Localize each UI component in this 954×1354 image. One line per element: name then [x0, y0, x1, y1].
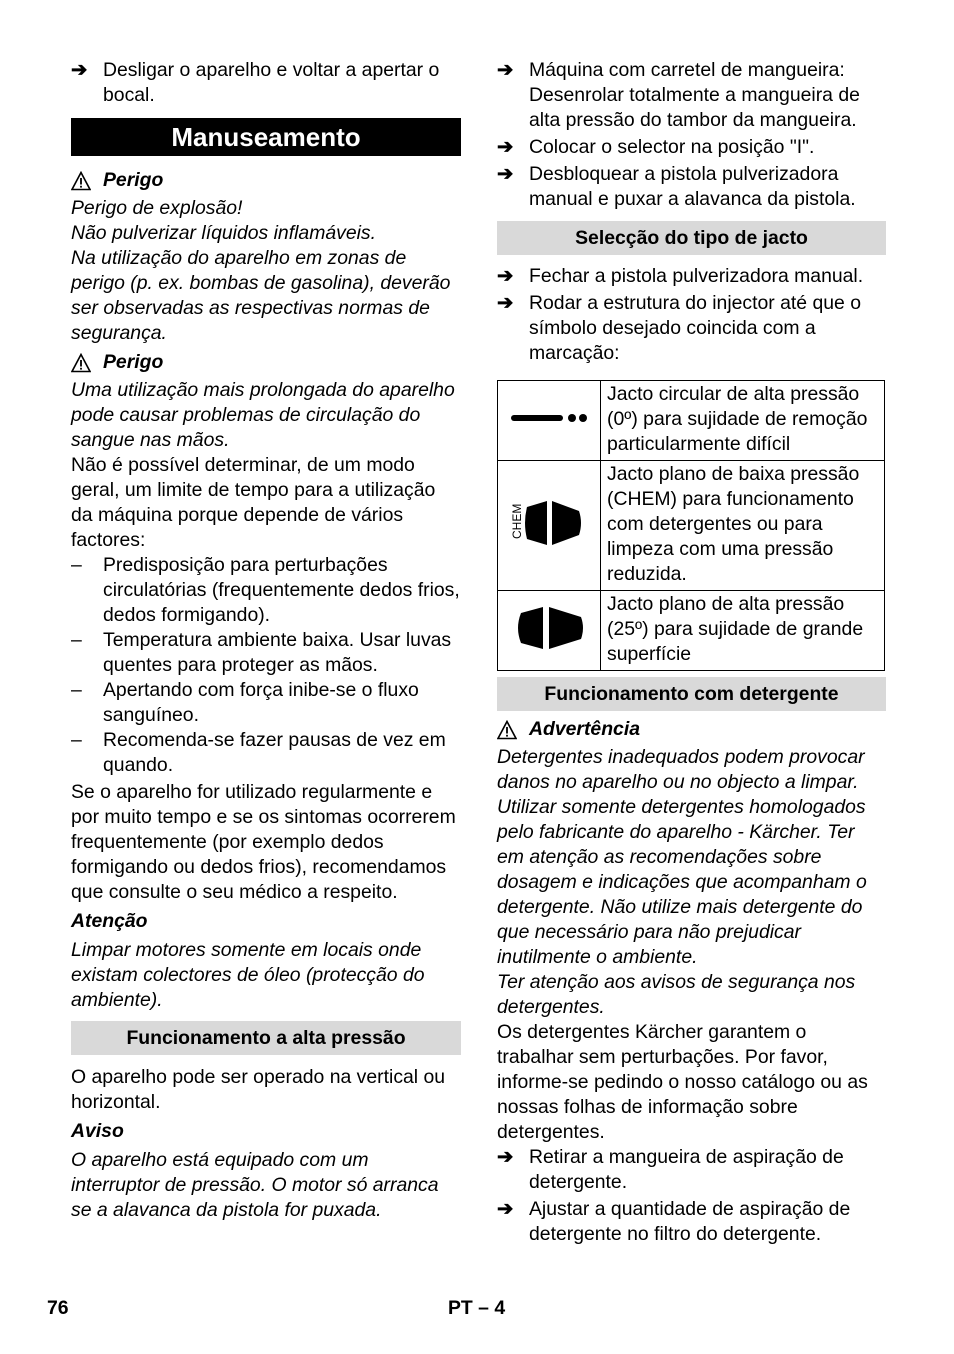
table-row — [498, 591, 885, 671]
body-paragraph: Se o aparelho for utilizado regularmente e por muito tempo e se os sintomas ocorrerem frequentemente (por exemplo dedos formigando ou dedos frios), recomendamos que consulte o seu médico a respeito. — [71, 781, 456, 903]
arrow-icon: ➔ — [71, 59, 88, 81]
list-item — [71, 728, 461, 778]
instruction-text: Ajustar a quantidade de aspiração de detergente no filtro do detergente. — [529, 1198, 851, 1245]
jet-symbol-cell — [498, 381, 601, 461]
body-paragraph: Não é possível determinar, de um modo geral, um limite de tempo para a utilização da máquina porque depende de vários factores: — [71, 454, 436, 551]
warning-triangle-icon — [71, 353, 91, 373]
list-item — [71, 678, 461, 728]
table-row — [498, 461, 885, 591]
danger-text: Não pulverizar líquidos inflamáveis. — [71, 222, 377, 244]
jet-symbol-cell — [498, 591, 601, 671]
dash-bullet: – — [71, 554, 82, 576]
arrow-icon: ➔ — [497, 292, 514, 314]
list-item-text: Recomenda-se fazer pausas de vez em quando. — [103, 729, 446, 776]
attention-text: Limpar motores somente em locais onde existam colectores de óleo (protecção do ambiente). — [71, 939, 425, 1011]
subsection-heading: Funcionamento com detergente — [497, 677, 886, 711]
jet-symbol-cell — [498, 461, 601, 591]
warning-label: Advertência — [529, 718, 641, 740]
danger-label: Perigo — [103, 351, 164, 373]
instruction-item — [497, 264, 886, 289]
jet-description: Jacto plano de baixa pressão (CHEM) para funcionamento com detergentes ou para limpeza com uma pressão reduzida. — [601, 461, 885, 591]
arrow-icon: ➔ — [497, 136, 514, 158]
point-jet-icon — [509, 410, 589, 426]
list-item-text: Apertando com força inibe-se o fluxo sanguíneo. — [103, 679, 419, 726]
list-item — [71, 628, 461, 678]
instruction-text: Máquina com carretel de mangueira: Desenrolar totalmente a mangueira de alta pressão do tambor da mangueira. — [529, 59, 860, 131]
dash-bullet: – — [71, 629, 82, 651]
warning-triangle-icon — [497, 720, 517, 740]
flat-jet-icon — [509, 603, 589, 653]
right-column — [497, 58, 886, 1247]
page-number: 76 — [47, 1297, 69, 1319]
left-column — [71, 58, 461, 1223]
danger-heading — [71, 350, 461, 375]
arrow-icon: ➔ — [497, 59, 514, 81]
arrow-icon: ➔ — [497, 1146, 514, 1168]
danger-text: Uma utilização mais prolongada do aparelho pode causar problemas de circulação do sangue nas mãos. — [71, 379, 455, 451]
notice-text: O aparelho está equipado com um interruptor de pressão. O motor só arranca se a alavanca da pistola for puxada. — [71, 1149, 439, 1221]
instruction-item — [497, 58, 886, 133]
instruction-text: Colocar o selector na posição "I". — [529, 136, 815, 158]
warning-text: Ter atenção aos avisos de segurança nos detergentes. — [497, 971, 856, 1018]
notice-label: Aviso — [71, 1120, 124, 1142]
footer-section: PT – 4 — [448, 1297, 506, 1319]
jet-type-table — [497, 380, 885, 671]
dash-bullet: – — [71, 729, 82, 751]
chem-flat-jet-icon — [509, 495, 589, 551]
instruction-item — [497, 1145, 886, 1195]
dash-bullet: – — [71, 679, 82, 701]
instruction-text: Retirar a mangueira de aspiração de detergente. — [529, 1146, 844, 1193]
instruction-item — [497, 1197, 886, 1247]
jet-description: Jacto plano de alta pressão (25º) para sujidade de grande superfície — [601, 591, 885, 671]
list-item-text: Predisposição para perturbações circulatórias (frequentemente dedos frios, dedos formigando). — [103, 554, 460, 626]
instruction-text: Desligar o aparelho e voltar a apertar o bocal. — [103, 59, 440, 106]
instruction-item — [497, 162, 886, 212]
table-row — [498, 381, 885, 461]
attention-label: Atenção — [71, 910, 148, 932]
arrow-icon: ➔ — [497, 163, 514, 185]
arrow-icon: ➔ — [497, 1198, 514, 1220]
chem-label: CHEM — [510, 503, 524, 539]
list-item-text: Temperatura ambiente baixa. Usar luvas quentes para proteger as mãos. — [103, 629, 452, 676]
instruction-item — [71, 58, 461, 108]
body-paragraph: O aparelho pode ser operado na vertical ou horizontal. — [71, 1066, 446, 1113]
arrow-icon: ➔ — [497, 265, 514, 287]
subsection-heading: Selecção do tipo de jacto — [497, 221, 886, 255]
instruction-text: Desbloquear a pistola pulverizadora manual e puxar a alavanca da pistola. — [529, 163, 856, 210]
instruction-item — [497, 291, 886, 366]
instruction-text: Fechar a pistola pulverizadora manual. — [529, 265, 864, 287]
jet-description: Jacto circular de alta pressão (0º) para sujidade de remoção particularmente difícil — [601, 381, 885, 461]
warning-heading — [497, 717, 886, 742]
list-item — [71, 553, 461, 628]
danger-text: Perigo de explosão! — [71, 197, 243, 219]
body-paragraph: Os detergentes Kärcher garantem o trabalhar sem perturbações. Por favor, informe-se pedindo o nosso catálogo ou as nossas folhas de informação sobre detergentes. — [497, 1021, 868, 1143]
subsection-heading: Funcionamento a alta pressão — [71, 1021, 461, 1055]
warning-triangle-icon — [71, 171, 91, 191]
instruction-item — [497, 135, 886, 160]
danger-heading — [71, 168, 461, 193]
warning-text: Detergentes inadequados podem provocar danos no aparelho ou no objecto a limpar. Utilizar somente detergentes homologados pelo fabricante do aparelho - Kärcher. Ter em atenção as recomendações sobre dosagem e indicações que acompanham o detergente. Não utilize mais detergente do que necessário para não prejudicar inutilmente o ambiente. — [497, 746, 867, 968]
section-heading: Manuseamento — [71, 118, 461, 156]
danger-text: Na utilização do aparelho em zonas de perigo (p. ex. bombas de gasolina), deverão ser observadas as respectivas normas de segurança. — [71, 247, 451, 344]
instruction-text: Rodar a estrutura do injector até que o símbolo desejado coincida com a marcação: — [529, 292, 861, 364]
danger-label: Perigo — [103, 169, 164, 191]
